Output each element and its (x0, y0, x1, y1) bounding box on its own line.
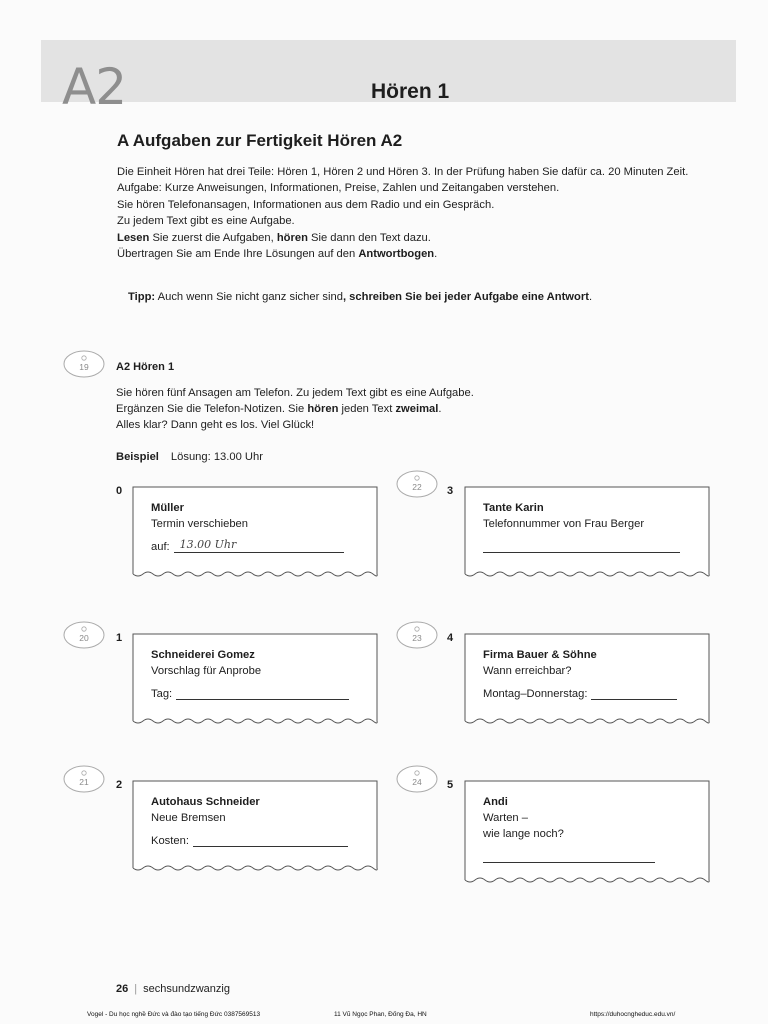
answer-line[interactable] (193, 834, 348, 847)
phone-note-card (132, 486, 378, 582)
phone-note-card (132, 633, 378, 729)
tip-text: Auch wenn Sie nicht ganz sicher sind (155, 291, 343, 303)
cd-track-icon (396, 470, 438, 498)
cd-track-number: 21 (79, 777, 89, 787)
card-line: Warten – (483, 812, 528, 824)
card-line: Vorschlag für Anprobe (151, 665, 262, 677)
example-label: Beispiel (116, 451, 159, 463)
task-number: 3 (447, 485, 454, 497)
card-text (483, 794, 564, 842)
instruction-line: Alles klar? Dann geht es los. Viel Glück! (116, 419, 315, 432)
cd-track-number: 24 (412, 777, 422, 787)
task-number: 5 (447, 779, 454, 791)
footer-separator: | (134, 983, 138, 995)
phone-note-card (132, 780, 378, 876)
footer-address: 11 Vũ Ngọc Phan, Đống Đa, HN (334, 1011, 427, 1018)
bold-word: zweimal (395, 403, 439, 416)
card-text (483, 647, 597, 679)
bold-word: Lesen (117, 231, 150, 244)
footer-link[interactable]: https://duhocngheduc.edu.vn/ (590, 1011, 676, 1018)
intro-text (117, 164, 717, 262)
page-footer (116, 983, 230, 995)
card-title: Tante Karin (483, 502, 544, 514)
intro-line: Zu jedem Text gibt es eine Aufgabe. (117, 215, 295, 228)
cd-track-number: 23 (412, 633, 422, 643)
tip-label: Tipp: (128, 291, 156, 303)
page-title: Hören 1 (371, 80, 450, 103)
text-run: jeden Text (338, 403, 396, 416)
text-run: Übertragen Sie am Ende Ihre Lösungen auf den (117, 248, 359, 261)
task-number: 4 (447, 632, 454, 644)
cd-track-icon (63, 621, 105, 649)
footer-credit: Vogel - Du học nghề Đức và đào tạo tiếng Đức 0387569513 (87, 1011, 261, 1018)
card-line: Telefonnummer von Frau Berger (483, 518, 645, 530)
card-title: Firma Bauer & Söhne (483, 649, 597, 661)
bold-word: hören (307, 403, 339, 416)
answer-field (151, 687, 349, 700)
tip-bold-text: , schreiben Sie bei jeder Aufgabe eine Antwort (342, 291, 589, 303)
answer-field (151, 834, 348, 847)
level-label: A2 (62, 58, 127, 116)
tip-end: . (588, 291, 593, 303)
page-number-word: sechsundzwanzig (143, 983, 230, 995)
instruction-line (116, 401, 474, 417)
cd-track-number: 22 (412, 482, 422, 492)
intro-line: Aufgabe: Kurze Anweisungen, Informationen, Preise, Zahlen und Zeitangaben verstehen. (117, 182, 560, 195)
answer-field (483, 687, 677, 700)
intro-line: Die Einheit Hören hat drei Teile: Hören 1, Hören 2 und Hören 3. In der Prüfung haben Sie dafür ca. 20 Minuten Zeit. (117, 166, 689, 178)
task-number: 0 (116, 485, 123, 497)
section-heading: A Aufgaben zur Fertigkeit Hören A2 (117, 131, 403, 150)
phone-note-card (464, 780, 710, 876)
answer-line[interactable] (174, 540, 344, 553)
card-text (483, 500, 644, 532)
page-number: 26 (116, 983, 129, 995)
cd-track-icon (396, 765, 438, 793)
answer-field (151, 540, 344, 553)
field-label: Montag–Donnerstag: (483, 688, 588, 700)
bold-word: hören (276, 231, 308, 244)
text-run: Ergänzen Sie die Telefon-Notizen. Sie (116, 403, 308, 416)
card-title: Müller (151, 502, 184, 514)
card-text (151, 500, 248, 532)
task-instructions (116, 385, 474, 434)
intro-line (117, 246, 717, 262)
card-title: Andi (483, 796, 508, 808)
handwritten-answer: 13.00 Uhr (179, 538, 237, 551)
cd-track-icon (396, 621, 438, 649)
answer-line[interactable] (591, 687, 677, 700)
answer-line[interactable] (483, 552, 680, 553)
bold-word: Antwortbogen (358, 248, 435, 261)
cd-track-number: 20 (79, 633, 89, 643)
card-line: wie lange noch? (483, 828, 564, 840)
cd-track-icon (63, 765, 105, 793)
task-number: 1 (116, 632, 123, 644)
field-label: Tag: (151, 688, 173, 700)
answer-line[interactable] (176, 687, 349, 700)
track-title: A2 Hören 1 (116, 361, 175, 373)
card-title: Schneiderei Gomez (151, 649, 255, 661)
task-number: 2 (116, 779, 123, 791)
phone-note-card (464, 486, 710, 582)
text-run: Sie dann den Text dazu. (307, 231, 431, 244)
card-text (151, 794, 260, 826)
card-line: Termin verschieben (151, 518, 248, 530)
text-run: Sie zuerst die Aufgaben, (149, 231, 277, 244)
field-label: auf: (151, 541, 170, 553)
phone-note-card (464, 633, 710, 729)
intro-line: Sie hören Telefonansagen, Informationen aus dem Radio und ein Gespräch. (117, 198, 495, 211)
example-solution: Lösung: 13.00 Uhr (170, 451, 263, 463)
instruction-line: Sie hören fünf Ansagen am Telefon. Zu jedem Text gibt es eine Aufgabe. (116, 387, 474, 399)
example-line (116, 451, 263, 463)
text-run: . (434, 248, 438, 261)
field-label: Kosten: (151, 835, 189, 847)
text-run: . (438, 403, 442, 416)
answer-line[interactable] (483, 862, 655, 863)
card-line: Wann erreichbar? (483, 665, 572, 677)
card-text (151, 647, 261, 679)
card-title: Autohaus Schneider (151, 796, 260, 808)
cd-track-number: 19 (79, 362, 89, 372)
cd-track-icon (63, 350, 105, 378)
intro-line (117, 230, 717, 246)
card-line: Neue Bremsen (151, 812, 226, 824)
tip-box (128, 289, 592, 305)
